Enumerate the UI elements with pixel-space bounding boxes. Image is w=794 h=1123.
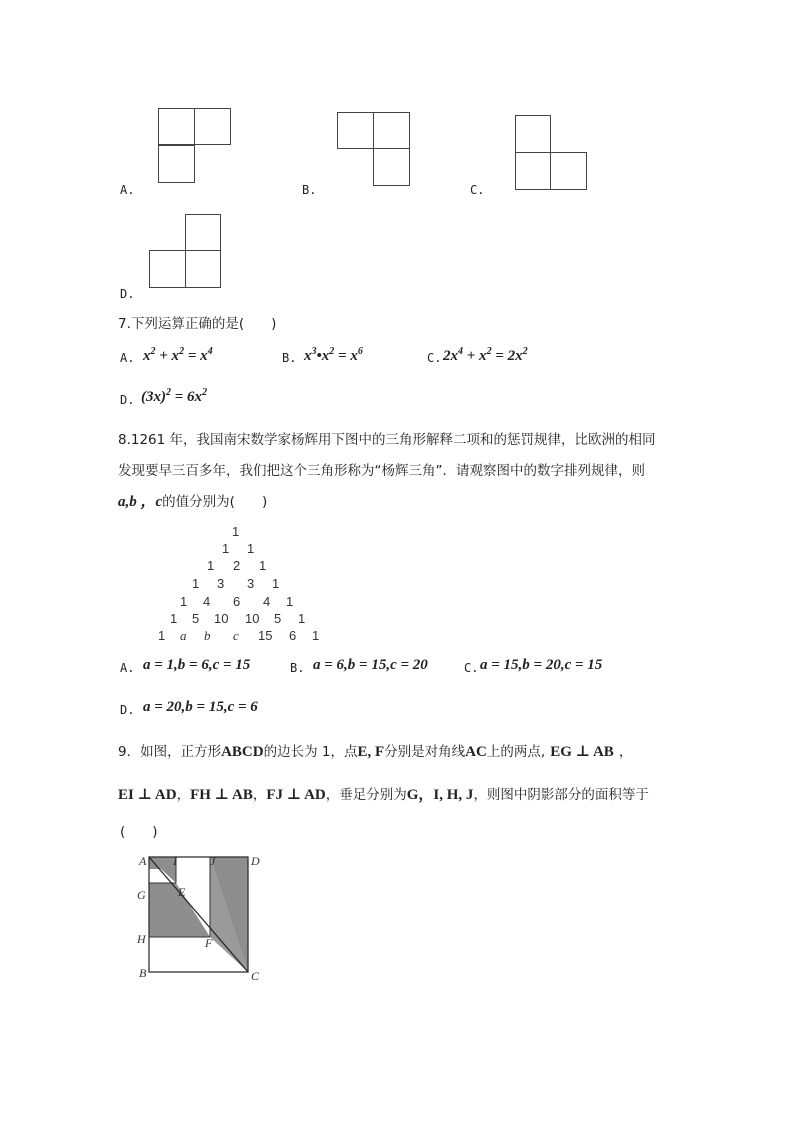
vertex-label-i: I bbox=[173, 854, 177, 868]
vertex-label-d: D bbox=[251, 854, 260, 868]
option-label: D. bbox=[120, 393, 135, 407]
triangle-number: 3 bbox=[217, 576, 225, 591]
triangle-number: 4 bbox=[263, 594, 271, 609]
option-label: D. bbox=[120, 287, 135, 301]
vertex-label-f: F bbox=[205, 936, 213, 950]
q8-line3-text: 的值分别为( ) bbox=[162, 494, 268, 510]
option-label: B. bbox=[290, 661, 305, 675]
triangle-number: 1 bbox=[272, 576, 280, 591]
triangle-number: 5 bbox=[274, 611, 282, 626]
triangle-number: 1 bbox=[298, 611, 306, 626]
option-label: B. bbox=[302, 183, 317, 197]
q9-figure bbox=[130, 852, 270, 986]
net-square bbox=[515, 152, 551, 190]
option-label: A. bbox=[120, 351, 135, 365]
q9-text: 9．如图，正方形 bbox=[118, 744, 222, 760]
q9-text: 分别是对角线 bbox=[384, 744, 466, 760]
option-label: A. bbox=[120, 183, 135, 197]
triangle-var: c bbox=[233, 628, 239, 643]
net-square bbox=[185, 214, 221, 251]
net-square bbox=[158, 108, 195, 145]
q8-d-expr: a = 20,b = 15,c = 6 bbox=[143, 699, 258, 715]
option-label: B. bbox=[282, 351, 297, 365]
q8-c-expr: a = 15,b = 20,c = 15 bbox=[480, 657, 603, 673]
triangle-number: 10 bbox=[245, 611, 260, 626]
q9-math: EI ⊥ AD bbox=[118, 787, 177, 803]
triangle-number: 6 bbox=[233, 594, 241, 609]
q7-d-expr: $(3x)^2 = 6x^2$ bbox=[141, 387, 208, 405]
q9-math: G，I, H, J bbox=[406, 787, 474, 803]
net-square bbox=[149, 250, 186, 288]
triangle-var: b bbox=[204, 628, 211, 643]
triangle-number: 1 bbox=[192, 576, 200, 591]
triangle-number: 2 bbox=[233, 558, 241, 573]
q9-text: ，则图中阴影部分的面积等于 bbox=[473, 787, 649, 803]
vertex-label-h: H bbox=[137, 932, 146, 946]
q7-stem: 7.下列运算正确的是( ) bbox=[118, 316, 277, 332]
q9-line1 bbox=[118, 740, 632, 761]
net-square bbox=[194, 108, 231, 145]
q7-c-expr: $2x^4 + x^2 = 2x^2$ bbox=[443, 346, 528, 364]
triangle-number: 1 bbox=[286, 594, 294, 609]
triangle-number: 4 bbox=[203, 594, 211, 609]
option-label: C. bbox=[427, 351, 442, 365]
q9-line2 bbox=[118, 783, 649, 804]
q9-text: ， bbox=[176, 787, 191, 803]
option-label: C. bbox=[470, 183, 485, 197]
q9-math: ABCD bbox=[221, 744, 264, 760]
triangle-number: 1 bbox=[170, 611, 178, 626]
q9-text: 的边长为 1，点 bbox=[263, 744, 358, 760]
triangle-number: 6 bbox=[289, 628, 297, 643]
triangle-number: 5 bbox=[192, 611, 200, 626]
vertex-label-e: E bbox=[178, 885, 186, 899]
net-square bbox=[373, 112, 410, 149]
vertex-label-g: G bbox=[137, 888, 146, 902]
q9-math: E, F bbox=[357, 744, 385, 760]
q7-a-expr: $x^2 + x^2 = x^4$ bbox=[143, 346, 213, 364]
triangle-number: 1 bbox=[232, 524, 240, 539]
q8-line2: 发现要早三百多年，我们把这个三角形称为“杨辉三角”．请观察图中的数字排列规律，则 bbox=[118, 463, 645, 479]
vertex-label-j: J bbox=[210, 854, 216, 868]
net-square bbox=[373, 148, 410, 186]
q8-vars: a,b ，c bbox=[118, 494, 163, 510]
triangle-number: 10 bbox=[214, 611, 229, 626]
net-square bbox=[515, 115, 551, 153]
triangle-number: 1 bbox=[259, 558, 267, 573]
vertex-label-b: B bbox=[139, 966, 147, 980]
net-square bbox=[337, 112, 374, 149]
triangle-number: 1 bbox=[222, 541, 230, 556]
triangle-number: 1 bbox=[247, 541, 255, 556]
vertex-label-c: C bbox=[251, 969, 260, 983]
triangle-number: 1 bbox=[180, 594, 188, 609]
q9-text: ， bbox=[618, 744, 633, 760]
triangle-number: 1 bbox=[158, 628, 166, 643]
vertex-label-a: A bbox=[139, 854, 147, 868]
q9-math: EG ⊥ AB bbox=[550, 744, 614, 760]
option-label: D. bbox=[120, 703, 135, 717]
option-label: A. bbox=[120, 661, 135, 675]
q8-b-expr: a = 6,b = 15,c = 20 bbox=[313, 657, 428, 673]
net-square bbox=[185, 250, 221, 288]
triangle-number: 1 bbox=[207, 558, 215, 573]
q8-line3 bbox=[118, 490, 267, 511]
triangle-var: a bbox=[180, 628, 187, 643]
q7-b-expr: $x^3•x^2 = x^6$ bbox=[304, 346, 363, 364]
q9-math: FH ⊥ AB bbox=[190, 787, 253, 803]
q9-math: FJ ⊥ AD bbox=[266, 787, 326, 803]
option-label: C. bbox=[464, 661, 479, 675]
triangle-number: 15 bbox=[258, 628, 273, 643]
net-square bbox=[158, 145, 195, 183]
net-square bbox=[550, 152, 587, 190]
triangle-number: 3 bbox=[247, 576, 255, 591]
q8-line1: 8.1261 年，我国南宋数学家杨辉用下图中的三角形解释二项和的惩罚规律，比欧洲的相同 bbox=[118, 432, 656, 448]
q9-math: AC bbox=[465, 744, 487, 760]
q9-text: ，垂足分别为 bbox=[325, 787, 407, 803]
q9-text: 上的两点, bbox=[486, 744, 546, 760]
q9-text: ， bbox=[252, 787, 267, 803]
q8-a-expr: a = 1,b = 6,c = 15 bbox=[143, 657, 251, 673]
q9-answer-blank: ( ) bbox=[120, 824, 158, 840]
triangle-number: 1 bbox=[312, 628, 320, 643]
